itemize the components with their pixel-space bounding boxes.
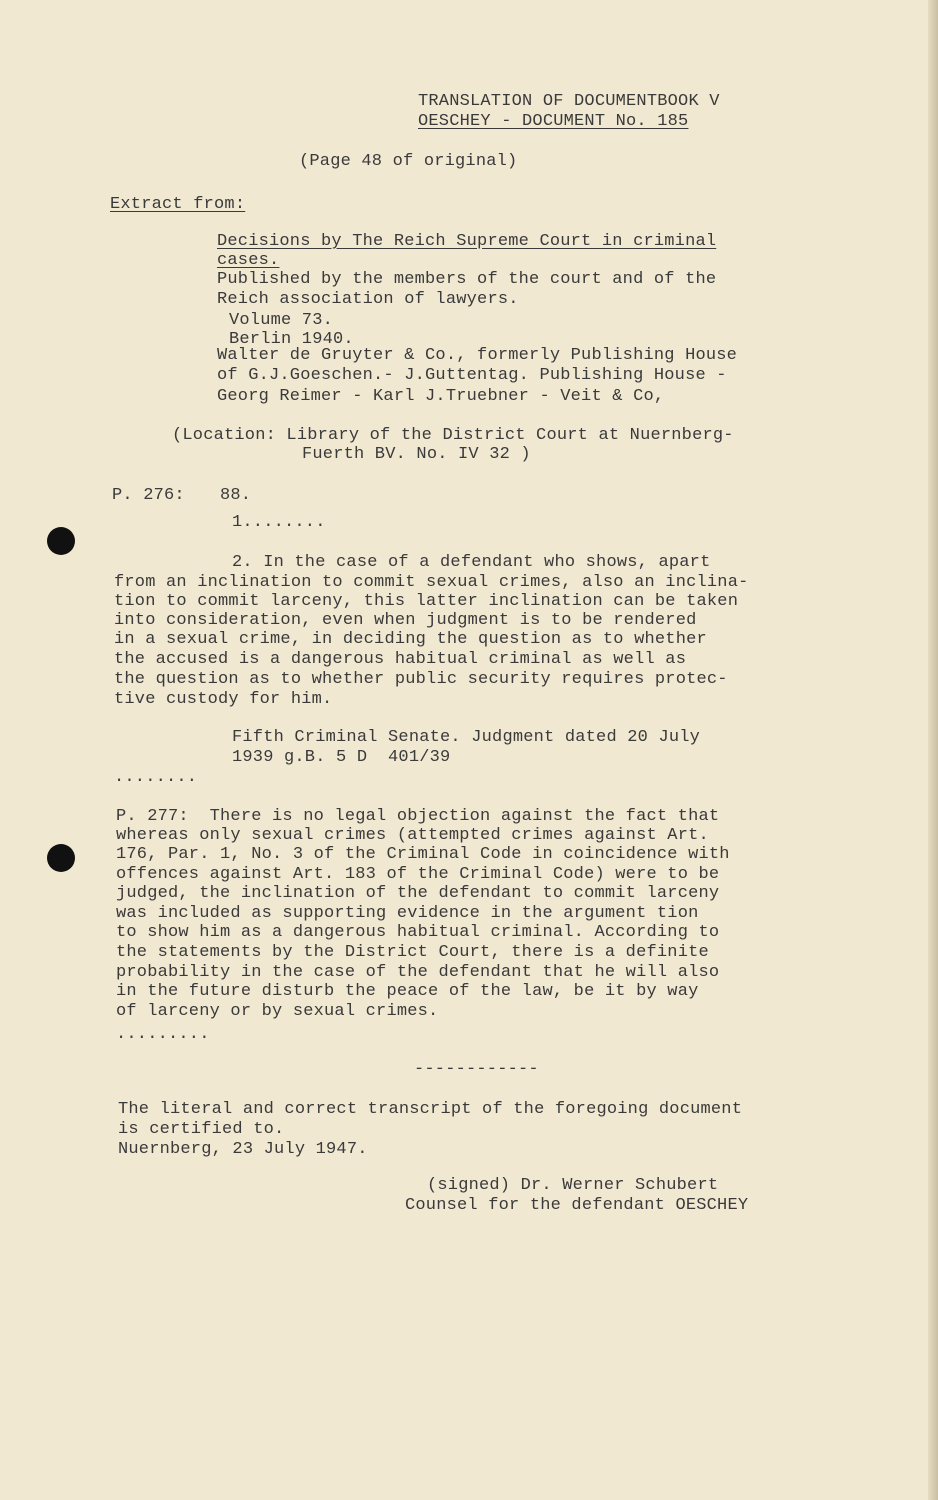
p276-dots: ........ (114, 768, 198, 787)
source-title-line-1: Decisions by The Reich Supreme Court in criminal (217, 232, 717, 251)
p277-paragraph-line: was included as supporting evidence in the argument tion (116, 904, 699, 923)
source-published-line-2: Reich association of lawyers. (217, 290, 519, 309)
certification-date: Nuernberg, 23 July 1947. (118, 1140, 368, 1159)
page-reference: (Page 48 of original) (299, 152, 518, 171)
p276-paragraph-line: into consideration, even when judgment is to be rendered (114, 611, 697, 630)
p277-dots: ......... (116, 1025, 210, 1044)
header-line-2: OESCHEY - DOCUMENT No. 185 (418, 112, 689, 131)
punch-hole-bottom (47, 844, 75, 872)
p276-judgment-line-2: 1939 g.B. 5 D 401/39 (232, 748, 451, 767)
header-line-1: TRANSLATION OF DOCUMENTBOOK V (418, 92, 720, 111)
p277-paragraph-line: judged, the inclination of the defendant to commit larceny (116, 884, 720, 903)
p276-paragraph-line: 2. In the case of a defendant who shows, apart (232, 553, 711, 572)
p276-paragraph-line: the question as to whether public security requires protec- (114, 670, 728, 689)
extract-label: Extract from: (110, 195, 246, 214)
p276-paragraph-line: tion to commit larceny, this latter inclination can be taken (114, 592, 739, 611)
certification-line-1: The literal and correct transcript of the foregoing document (118, 1100, 743, 1119)
p276-paragraph-line: tive custody for him. (114, 690, 333, 709)
source-title-line-2: cases. (217, 251, 280, 270)
p276-item-1: 1........ (232, 513, 326, 532)
p277-paragraph-line: whereas only sexual crimes (attempted crimes against Art. (116, 826, 709, 845)
source-volume: Volume 73. (229, 311, 334, 330)
p277-paragraph-line: the statements by the District Court, there is a definite (116, 943, 709, 962)
p276-reference: P. 276: (112, 486, 185, 505)
p277-paragraph-line: of larceny or by sexual crimes. (116, 1002, 439, 1021)
p277-paragraph-line: to show him as a dangerous habitual criminal. According to (116, 923, 720, 942)
p276-number: 88. (220, 486, 252, 505)
source-publisher-line-3: Georg Reimer - Karl J.Truebner - Veit & Co, (217, 387, 665, 406)
p277-paragraph-line: 176, Par. 1, No. 3 of the Criminal Code in coincidence with (116, 845, 730, 864)
p276-paragraph-line: the accused is a dangerous habitual criminal as well as (114, 650, 687, 669)
p277-paragraph-line: in the future disturb the peace of the law, be it by way (116, 982, 699, 1001)
signature-line-2: Counsel for the defendant OESCHEY (405, 1196, 749, 1215)
p276-judgment-line-1: Fifth Criminal Senate. Judgment dated 20 July (232, 728, 701, 747)
location-line-1: (Location: Library of the District Court at Nuernberg- (172, 426, 734, 445)
location-line-2: Fuerth BV. No. IV 32 ) (302, 445, 531, 464)
certification-line-2: is certified to. (118, 1120, 285, 1139)
signature-line-1: (signed) Dr. Werner Schubert (427, 1176, 719, 1195)
source-published-line-1: Published by the members of the court and of the (217, 270, 717, 289)
p277-paragraph-line: offences against Art. 183 of the Criminal Code) were to be (116, 865, 720, 884)
separator-line: ------------ (414, 1060, 539, 1079)
source-publisher-line-1: Walter de Gruyter & Co., formerly Publishing House (217, 346, 738, 365)
p277-paragraph-line: P. 277: There is no legal objection against the fact that (116, 807, 720, 826)
source-place-year: Berlin 1940. (229, 330, 354, 349)
p276-paragraph-line: in a sexual crime, in deciding the question as to whether (114, 630, 707, 649)
punch-hole-top (47, 527, 75, 555)
source-publisher-line-2: of G.J.Goeschen.- J.Guttentag. Publishing House - (217, 366, 727, 385)
p276-paragraph-line: from an inclination to commit sexual crimes, also an inclina- (114, 573, 749, 592)
p277-paragraph-line: probability in the case of the defendant that he will also (116, 963, 720, 982)
